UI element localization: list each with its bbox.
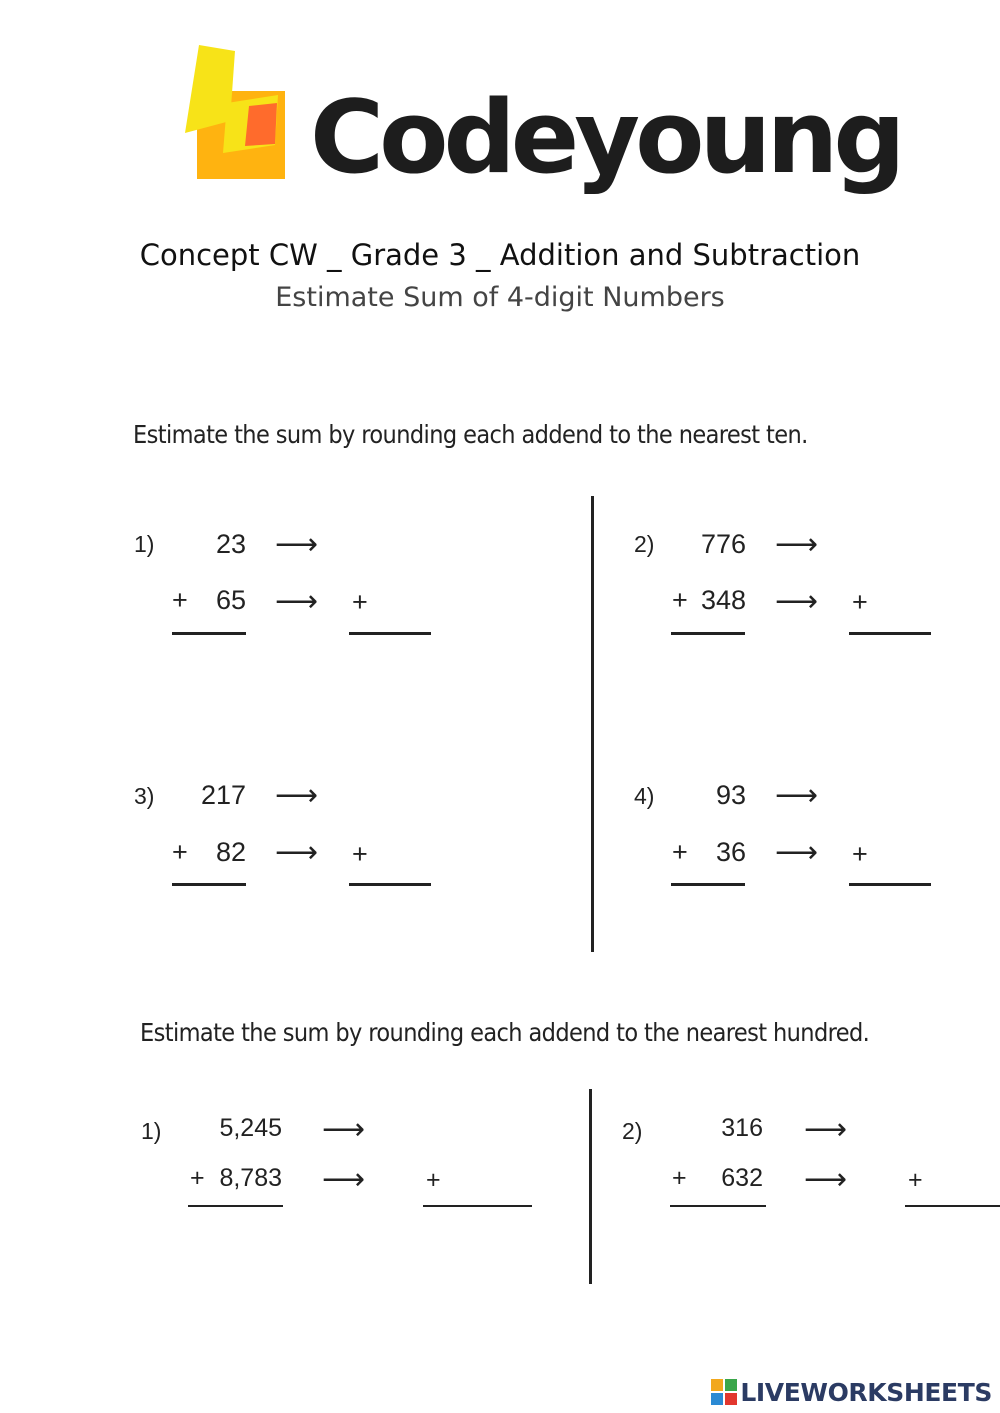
plus-sign: + — [172, 585, 188, 615]
addend-top: 5,245 — [219, 1114, 282, 1142]
watermark-text: LIVEWORKSHEETS — [740, 1377, 992, 1407]
plus-sign: + — [672, 585, 688, 615]
arrow-icon: ⟶ — [775, 585, 819, 618]
arrow-icon: ⟶ — [775, 779, 819, 812]
problem-label: 2) — [634, 531, 655, 557]
addend-bottom: 348 — [700, 585, 746, 615]
arrow-icon: ⟶ — [275, 528, 319, 561]
addend-bottom: 632 — [721, 1164, 763, 1192]
plus-sign: + — [908, 1166, 923, 1194]
arrow-icon: ⟶ — [775, 836, 819, 869]
sum-rule — [172, 883, 246, 886]
plus-sign: + — [426, 1166, 441, 1194]
sum-rule — [671, 632, 745, 635]
answer-blank[interactable] — [423, 1205, 532, 1207]
brand-name: Codeyoung — [310, 78, 901, 196]
addend-top: 316 — [721, 1114, 763, 1142]
arrow-icon: ⟶ — [804, 1163, 848, 1196]
plus-sign: + — [852, 587, 868, 617]
problem-label: 4) — [634, 783, 655, 809]
liveworksheets-watermark — [711, 1378, 992, 1406]
addend-top: 93 — [715, 780, 746, 810]
worksheet-subtitle: Estimate Sum of 4-digit Numbers — [275, 282, 725, 313]
answer-blank[interactable] — [849, 632, 931, 635]
addend-bottom: 65 — [215, 585, 246, 615]
answer-blank[interactable] — [349, 632, 431, 635]
section1-instruction: Estimate the sum by rounding each addend to the nearest ten. — [133, 420, 808, 449]
plus-sign: + — [672, 837, 688, 867]
sum-rule — [188, 1205, 283, 1207]
arrow-icon: ⟶ — [322, 1113, 366, 1146]
arrow-icon: ⟶ — [275, 779, 319, 812]
arrow-icon: ⟶ — [775, 528, 819, 561]
plus-sign: + — [172, 837, 188, 867]
arrow-icon: ⟶ — [322, 1163, 366, 1196]
problem-label: 2) — [622, 1118, 643, 1144]
answer-blank[interactable] — [849, 883, 931, 886]
problem-label: 3) — [134, 783, 155, 809]
worksheet-title: Concept CW _ Grade 3 _ Addition and Subtraction — [139, 238, 861, 272]
addend-top: 776 — [700, 529, 746, 559]
addend-bottom: 36 — [715, 837, 746, 867]
section1-divider — [591, 496, 594, 952]
liveworksheets-logo-icon — [711, 1379, 737, 1405]
plus-sign: + — [672, 1164, 687, 1192]
problem-label: 1) — [134, 531, 155, 557]
plus-sign: + — [352, 839, 368, 869]
sum-rule — [172, 632, 246, 635]
arrow-icon: ⟶ — [804, 1113, 848, 1146]
problem-label: 1) — [141, 1118, 162, 1144]
sum-rule — [671, 883, 745, 886]
arrow-icon: ⟶ — [275, 836, 319, 869]
answer-blank[interactable] — [349, 883, 431, 886]
answer-blank[interactable] — [905, 1205, 1000, 1207]
addend-top: 23 — [215, 529, 246, 559]
plus-sign: + — [352, 587, 368, 617]
section2-instruction: Estimate the sum by rounding each addend to the nearest hundred. — [140, 1018, 870, 1047]
addend-bottom: 8,783 — [219, 1164, 282, 1192]
codeyoung-logo-icon — [183, 43, 287, 181]
addend-bottom: 82 — [215, 837, 246, 867]
arrow-icon: ⟶ — [275, 585, 319, 618]
plus-sign: + — [190, 1164, 205, 1192]
addend-top: 217 — [200, 780, 246, 810]
plus-sign: + — [852, 839, 868, 869]
sum-rule — [670, 1205, 766, 1207]
section2-divider — [589, 1089, 592, 1284]
